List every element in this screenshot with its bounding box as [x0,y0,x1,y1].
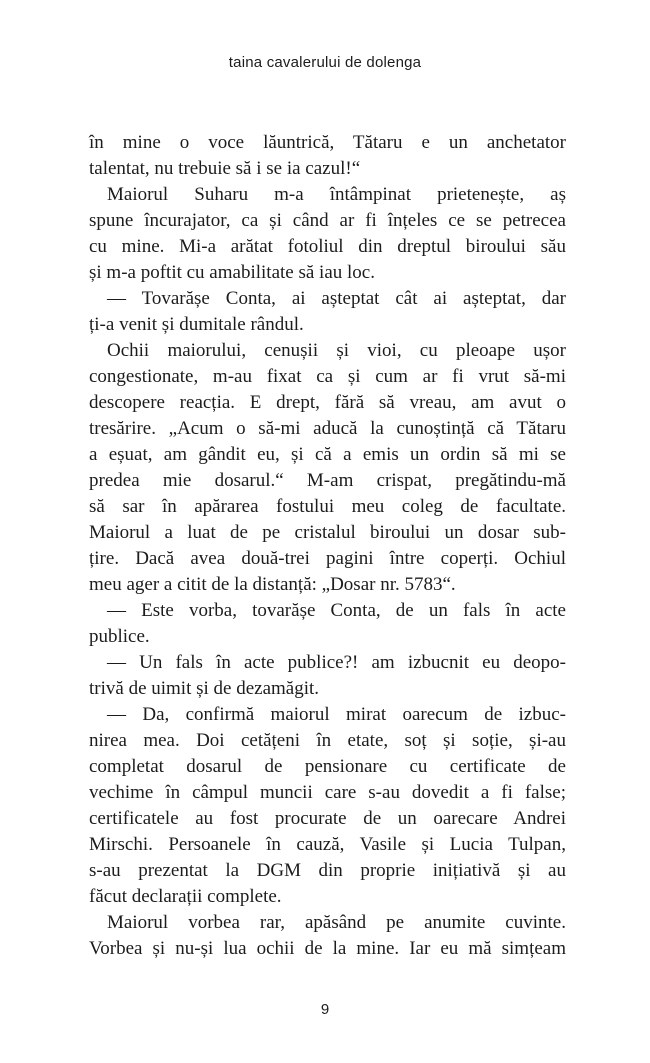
text-line: Maiorul vorbea rar, apăsând pe anumite cuvinte. [107,912,566,933]
paragraph [89,182,566,286]
paragraph [89,338,566,598]
text-line: făcut declarații complete. [89,886,282,907]
running-header: taina cavalerului de dolenga [228,54,422,71]
paragraph [89,702,566,910]
text-line: congestionate, m-au fixat ca și cum ar fi vrut să-mi [89,366,566,387]
text-line: publice. [89,626,150,647]
text-line: talentat, nu trebuie să i se ia cazul!“ [89,158,361,179]
text-line: să sar în apărarea fostului meu coleg de facultate. [89,496,566,517]
text-line: — Este vorba, tovarășe Conta, de un fals în acte [107,600,566,621]
text-line: — Tovarășe Conta, ai așteptat cât ai așteptat, dar [107,288,566,309]
text-line: țire. Dacă avea două-trei pagini între coperți. Ochiul [89,548,566,569]
text-line: certificatele au fost procurate de un oarecare Andrei [89,808,566,829]
paragraph [89,598,566,650]
text-line: ți-a venit și dumitale rândul. [89,314,304,335]
text-line: Maiorul a luat de pe cristalul biroului un dosar sub- [89,522,566,543]
text-line: tresărire. „Acum o să-mi aducă la cunoștință că Tătaru [89,418,566,439]
text-line: predea mie dosarul.“ M-am crispat, pregătindu-mă [89,470,566,491]
text-line: completat dosarul de pensionare cu certificate de [89,756,566,777]
text-line: nirea mea. Doi cetățeni în etate, soț și soție, și-au [89,730,566,751]
text-line: — Da, confirmă maiorul mirat oarecum de izbuc- [107,704,566,725]
text-line: Mirschi. Persoanele în cauză, Vasile și Lucia Tulpan, [89,834,566,855]
text-line: și m-a poftit cu amabilitate să iau loc. [89,262,375,283]
page-number: 9 [320,1001,330,1018]
paragraph [89,650,566,702]
text-line: Ochii maiorului, cenușii și vioi, cu pleoape ușor [107,340,566,361]
text-line: a eșuat, am gândit eu, și că a emis un ordin să mi se [89,444,566,465]
text-line: s-au prezentat la DGM din proprie inițiativă și au [89,860,566,881]
text-line: cu mine. Mi-a arătat fotoliul din dreptul biroului său [89,236,566,257]
body-text [89,130,566,962]
text-line: vechime în câmpul muncii care s-au dovedit a fi false; [89,782,566,803]
paragraph [89,286,566,338]
text-line: Maiorul Suharu m-a întâmpinat prietenește, aș [107,184,566,205]
paragraph [89,130,566,182]
text-line: — Un fals în acte publice?! am izbucnit eu deopo- [107,652,566,673]
text-line: trivă de uimit și de dezamăgit. [89,678,320,699]
text-line: spune încurajator, ca și când ar fi înțeles ce se petrecea [89,210,566,231]
text-line: descopere reacția. E drept, fără să vreau, am avut o [89,392,566,413]
paragraph [89,910,566,962]
text-line: meu ager a citit de la distanță: „Dosar nr. 5783“. [89,574,456,595]
text-line: în mine o voce lăuntrică, Tătaru e un anchetator [89,132,566,153]
text-line: Vorbea și nu-și lua ochii de la mine. Iar eu mă simțeam [89,938,566,959]
